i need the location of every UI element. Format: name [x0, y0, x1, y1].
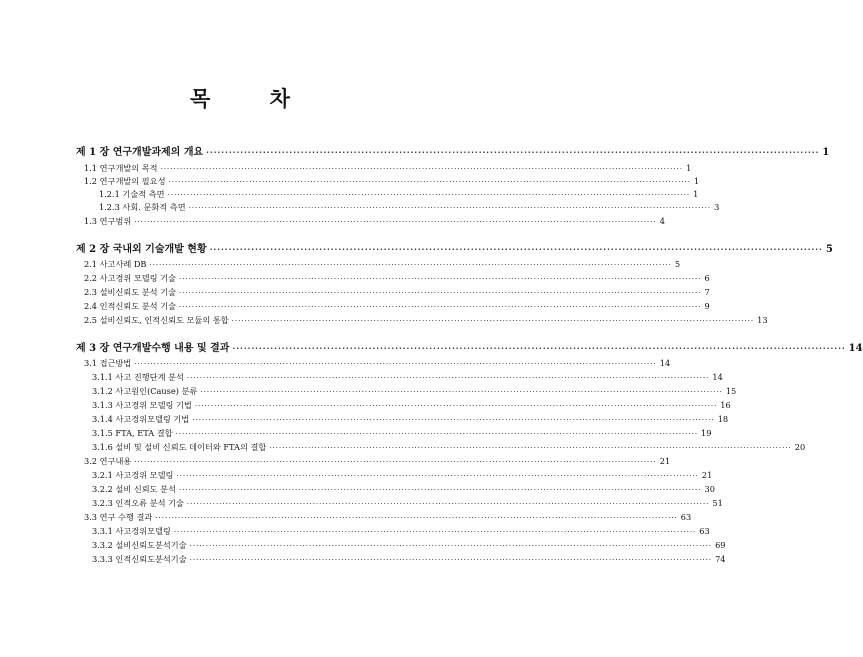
dot-leader: ··································································································································································	[176, 472, 699, 480]
entry-page-number: 15	[725, 386, 737, 396]
dot-leader: ··································································································································································	[134, 218, 657, 226]
entry-page-number: 21	[701, 470, 713, 480]
entry-label: 1.1 연구개발의 목적	[84, 163, 158, 173]
entry-label: 1.3 연구범위	[84, 216, 132, 226]
dot-leader: ··································································································································································	[168, 178, 691, 186]
dot-leader: ··································································································································································	[175, 430, 699, 438]
entry-label: 2.5 설비신뢰도, 인적신뢰도 모듈의 통합	[84, 315, 229, 325]
dot-leader: ··································································································································································	[189, 556, 713, 564]
entry-page-number: 18	[717, 414, 729, 424]
dot-leader: ··································································································································································	[149, 261, 672, 269]
dot-leader: ··································································································································································	[188, 204, 712, 212]
toc-entry[interactable]	[92, 427, 712, 440]
entry-page-number: 69	[715, 540, 726, 550]
toc-entry[interactable]	[92, 441, 806, 454]
chapter-label: 제 1 장 연구개발과제의 개요	[76, 147, 204, 158]
toc-entry[interactable]	[92, 385, 737, 398]
entry-label: 3.2.2 설비 신뢰도 분석	[92, 484, 177, 494]
chapter-page-number: 5	[825, 244, 833, 255]
dot-leader: ··································································································································································	[186, 500, 710, 508]
toc-entry[interactable]	[84, 511, 692, 524]
toc-entry[interactable]	[99, 188, 699, 201]
toc-entry[interactable]	[92, 399, 731, 412]
entry-label: 2.3 설비신뢰도 분석 기술	[84, 287, 177, 297]
toc-chapter-2[interactable]	[76, 243, 833, 256]
toc-entry[interactable]	[92, 469, 713, 482]
dot-leader: ··································································································································································	[200, 388, 723, 396]
entry-label: 1.2 연구개발의 필요성	[84, 176, 166, 186]
dot-leader: ··································································································································································	[232, 343, 846, 353]
dot-leader: ··································································································································································	[179, 303, 702, 311]
entry-label: 3.1 접근방법	[84, 358, 132, 368]
toc-chapter-1[interactable]	[76, 146, 830, 159]
entry-label: 3.3.3 인적신뢰도분석기술	[92, 554, 187, 564]
entry-label: 3.1.2 사고원인(Cause) 분류	[92, 386, 198, 396]
toc-entry[interactable]	[84, 272, 710, 285]
toc-entry[interactable]	[92, 413, 729, 426]
entry-label: 2.1 사고사례 DB	[84, 259, 147, 269]
entry-page-number: 3	[714, 202, 720, 212]
entry-label: 3.1.1 사고 진행단계 분석	[92, 372, 184, 382]
entry-page-number: 63	[699, 526, 710, 536]
entry-page-number: 14	[712, 372, 723, 382]
chapter-label: 제 2 장 국내외 기술개발 현황	[76, 244, 207, 255]
entry-page-number: 19	[701, 428, 712, 438]
entry-label: 3.1.6 설비 및 설비 신뢰도 데이터와 FTA의 결합	[92, 442, 267, 452]
toc-entry[interactable]	[99, 201, 720, 214]
toc-entry[interactable]	[84, 258, 681, 271]
entry-label: 2.2 사고경위 모델링 기술	[84, 273, 177, 283]
entry-page-number: 1	[693, 176, 700, 186]
entry-label: 3.2.1 사고경위 모델링	[92, 470, 174, 480]
dot-leader: ··································································································································································	[179, 486, 702, 494]
entry-page-number: 74	[715, 554, 726, 564]
toc-entry[interactable]	[84, 162, 692, 175]
toc-entry[interactable]	[92, 371, 723, 384]
entry-page-number: 1	[693, 189, 699, 199]
entry-label: 3.1.5 FTA, ETA 결합	[92, 428, 173, 438]
toc-chapter-3[interactable]	[76, 342, 863, 355]
entry-page-number: 16	[720, 400, 731, 410]
entry-label: 1.2.3 사회. 문화적 측면	[99, 202, 186, 212]
chapter-page-number: 14	[848, 343, 863, 354]
entry-label: 3.2.3 인적오류 분석 기술	[92, 498, 184, 508]
toc-entry[interactable]	[84, 286, 710, 299]
toc-entry[interactable]	[92, 525, 710, 538]
entry-label: 3.3.1 사고경위모델링	[92, 526, 171, 536]
toc-entry[interactable]	[84, 175, 700, 188]
chapter-page-number: 1	[822, 147, 830, 158]
toc-entry[interactable]	[84, 357, 671, 370]
toc-entry[interactable]	[84, 314, 768, 327]
dot-leader: ··································································································································································	[194, 402, 718, 410]
dot-leader: ··································································································································································	[167, 191, 691, 199]
entry-label: 3.3 연구 수행 결과	[84, 512, 153, 522]
entry-page-number: 21	[659, 456, 671, 466]
dot-leader: ··································································································································································	[160, 165, 684, 173]
entry-page-number: 1	[686, 163, 692, 173]
dot-leader: ··································································································································································	[155, 514, 678, 522]
dot-leader: ··································································································································································	[206, 147, 820, 157]
dot-leader: ··································································································································································	[192, 416, 715, 424]
chapter-label: 제 3 장 연구개발수행 내용 및 결과	[76, 343, 230, 354]
entry-page-number: 51	[712, 498, 723, 508]
toc-entry[interactable]	[92, 553, 726, 566]
dot-leader: ··································································································································································	[231, 317, 755, 325]
entry-page-number: 20	[794, 442, 806, 452]
entry-page-number: 6	[704, 273, 710, 283]
dot-leader: ··································································································································································	[186, 374, 710, 382]
entry-page-number: 63	[680, 512, 692, 522]
entry-page-number: 9	[704, 301, 710, 311]
entry-label: 3.3.2 설비신뢰도분석기술	[92, 540, 187, 550]
dot-leader: ··································································································································································	[179, 289, 702, 297]
toc-entry[interactable]	[92, 539, 726, 552]
entry-page-number: 30	[704, 484, 715, 494]
toc-entry[interactable]	[84, 455, 671, 468]
dot-leader: ··································································································································································	[179, 275, 702, 283]
dot-leader: ··································································································································································	[189, 542, 713, 550]
entry-page-number: 13	[757, 315, 768, 325]
dot-leader: ··································································································································································	[134, 458, 657, 466]
toc-title: 목 차	[190, 86, 316, 111]
toc-entry[interactable]	[84, 215, 665, 228]
dot-leader: ··································································································································································	[269, 444, 792, 452]
entry-page-number: 5	[674, 259, 681, 269]
entry-label: 3.1.4 사고경위모델링 기법	[92, 414, 190, 424]
dot-leader: ··································································································································································	[134, 360, 657, 368]
toc-entry[interactable]	[92, 497, 723, 510]
entry-page-number: 14	[659, 358, 671, 368]
dot-leader: ··································································································································································	[209, 244, 823, 254]
toc-entry[interactable]	[84, 300, 710, 313]
dot-leader: ··································································································································································	[173, 528, 697, 536]
toc-entry[interactable]	[92, 483, 715, 496]
entry-label: 3.1.3 사고경위 모델링 기법	[92, 400, 192, 410]
entry-label: 1.2.1 기술적 측면	[99, 189, 165, 199]
entry-page-number: 7	[704, 287, 710, 297]
entry-label: 2.4 인적신뢰도 분석 기술	[84, 301, 177, 311]
entry-label: 3.2 연구내용	[84, 456, 132, 466]
entry-page-number: 4	[659, 216, 665, 226]
